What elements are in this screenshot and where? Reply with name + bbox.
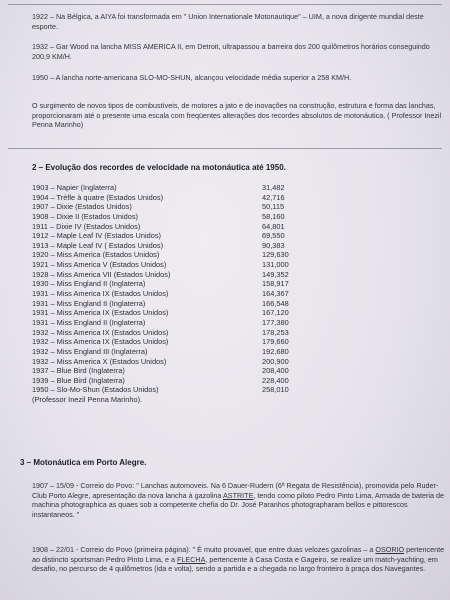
record-label: 1928 – Miss America VII (Estados Unidos) xyxy=(32,269,171,279)
record-speed: 164,367 xyxy=(262,289,289,299)
record-row xyxy=(32,299,332,309)
record-row xyxy=(32,318,332,328)
record-row xyxy=(32,250,332,260)
record-row xyxy=(32,308,332,318)
record-row xyxy=(32,202,332,212)
record-speed: 167,120 xyxy=(262,308,289,318)
record-label: 1932 – Miss America X (Estados Unidos) xyxy=(32,356,167,366)
record-label: 1932 – Miss America IX (Estados Unidos) xyxy=(32,337,169,347)
records-credit: (Professor Inezil Penna Marinho). xyxy=(32,395,143,405)
record-speed: 200,900 xyxy=(262,356,289,366)
boat-name-osorio: OSORIO xyxy=(375,545,405,554)
paragraph-1908-text-c: , pertencente à Casa Costa e Gageiro, se realize um match-yachting, em desafio, no percurso de 4 quilômetros (ida e volta), sendo a partida e a chegada no largo fronteiro à praça dos Navegantes. xyxy=(32,554,438,574)
record-speed: 58,160 xyxy=(262,211,285,221)
record-label: 1932 – Miss England III (Inglaterra) xyxy=(32,346,148,356)
record-label: 1950 – Slo-Mo-Shun (Estados Unidos) xyxy=(32,385,159,395)
record-speed: 69,550 xyxy=(262,231,285,241)
record-label: 1937 – Blue Bird (Inglaterra) xyxy=(32,366,125,376)
boat-name-astrite: ASTRITE xyxy=(223,490,254,500)
record-row xyxy=(32,193,332,203)
record-row xyxy=(32,289,332,299)
record-speed: 129,630 xyxy=(262,250,289,260)
record-row xyxy=(32,212,332,222)
record-row xyxy=(32,337,332,347)
section-3-heading: 3 – Motonáutica em Porto Alegre. xyxy=(20,458,147,467)
record-label: 1911 – Dixie IV (Estados Unidos) xyxy=(32,221,141,231)
paragraph-1908-date: 1908 – 22/01 - xyxy=(32,545,79,554)
record-row xyxy=(32,241,332,251)
intro-paragraph-summary: O surgimento de novos tipos de combustíveis, de motores a jato e de inovações na construção, estrutura e forma das lanchas, proporcionaram até o presente uma escala com freqüentes alterações dos recordes absolutos de motonáutica. ( Professor Inezil Penna Marinho) xyxy=(32,101,442,130)
boat-name-flecha: FLECHA xyxy=(177,554,206,564)
record-row xyxy=(32,279,332,289)
record-label: 1913 – Maple Leaf IV ( Estados Unidos) xyxy=(32,240,164,250)
record-row xyxy=(32,183,332,193)
section-2-heading: 2 – Evolução dos recordes de velocidade na motonáutica até 1950. xyxy=(32,163,286,172)
record-speed: 149,352 xyxy=(262,269,289,279)
section-rule xyxy=(8,148,442,149)
record-label: 1920 – Miss America (Estados Unidos) xyxy=(32,250,160,260)
record-row xyxy=(32,222,332,232)
record-row xyxy=(32,376,332,386)
record-label: 1921 – Miss America V (Estados Unidos) xyxy=(32,260,167,270)
record-row xyxy=(32,366,332,376)
record-label: 1907 – Dixie (Estados Unidos) xyxy=(32,202,132,212)
record-row xyxy=(32,385,332,395)
record-label: 1903 – Napier (Inglaterra) xyxy=(32,183,117,192)
record-label: 1931 – Miss America IX (Estados Unidos) xyxy=(32,289,169,299)
record-speed: 90,383 xyxy=(262,240,285,250)
record-speed: 177,380 xyxy=(262,317,289,327)
record-speed: 131,000 xyxy=(262,260,289,270)
paragraph-1907-text-a: Correio do Povo: " Lanchas automoveis. Na 6 Dauer-Rudern (6ª Regata de Resistência), promovida pelo Ruder-Club Porto Alegre, apresentação da nova lancha à gazolina xyxy=(32,481,439,500)
record-row xyxy=(32,328,332,338)
record-speed: 64,801 xyxy=(262,221,285,231)
record-speed: 179,660 xyxy=(262,337,289,347)
record-speed: 166,548 xyxy=(262,298,289,308)
record-speed: 178,253 xyxy=(262,327,289,337)
paragraph-1908 xyxy=(32,545,448,574)
record-speed: 50,115 xyxy=(262,202,285,212)
intro-paragraph-1922: 1922 – Na Bélgica, a AIYA foi transformada em " Union Internationale Motonautique" – UIM, a nova dirigente mundial deste esporte. xyxy=(32,12,424,31)
record-speed: 42,716 xyxy=(262,192,285,202)
record-label: 1930 – Miss England II (Inglaterra) xyxy=(32,279,146,289)
intro-paragraph-1950: 1950 – A lancha norte-americana SLO-MO-SHUN, alcançou velocidade média superior a 258 KM/H. xyxy=(32,73,352,82)
paragraph-1907-date: 1907 – 15/09 - xyxy=(32,481,79,490)
record-row xyxy=(32,231,332,241)
record-speed: 258,010 xyxy=(262,385,289,395)
record-label: 1939 – Blue Bird (Inglaterra) xyxy=(32,375,125,385)
record-label: 1932 – Miss America IX (Estados Unidos) xyxy=(32,327,169,337)
record-row xyxy=(32,357,332,367)
record-label: 1912 – Maple Leaf IV (Estados Unidos) xyxy=(32,231,162,241)
record-speed: 31,482 xyxy=(262,183,285,192)
record-speed: 208,400 xyxy=(262,366,289,376)
intro-paragraph-1932: 1932 – Gar Wood na lancha MISS AMERICA II, em Detroit, ultrapassou a barreira dos 200 quilômetros horários conseguindo 200,9 KM/H. xyxy=(32,42,430,61)
paragraph-1908-text-a: Correio do Povo (primeira página): " É muito provavel, que entre duas velozes gazolinas – a xyxy=(78,545,376,554)
paragraph-1907-text-b: , tendo como piloto Pedro Pinto Lima, Armada de bateria de machina photographica as quaes sob a competente chefia do Dr. José Paranhos photographaram bellos e pittorescos instantaneos. " xyxy=(32,490,444,519)
paragraph-1907 xyxy=(32,481,446,519)
paragraph-1908-text-b: pertencente ao distincto sportsman Pedro Pinto Lima, e a xyxy=(32,545,445,564)
record-row xyxy=(32,270,332,280)
record-row xyxy=(32,260,332,270)
top-rule xyxy=(8,4,442,5)
records-rows xyxy=(32,183,332,395)
record-label: 1931 – Miss England II (Inglaterra) xyxy=(32,317,146,327)
record-row xyxy=(32,347,332,357)
record-label: 1931 – Miss England II (Inglaterra) xyxy=(32,298,146,308)
record-speed: 158,917 xyxy=(262,279,289,289)
record-label: 1908 – Dixie II (Estados Unidos) xyxy=(32,211,138,221)
records-list xyxy=(32,183,332,405)
record-speed: 192,680 xyxy=(262,346,289,356)
record-label: 1931 – Miss America IX (Estados Unidos) xyxy=(32,308,169,318)
record-speed: 228,400 xyxy=(262,375,289,385)
record-label: 1904 – Trèfle à quatre (Estados Unidos) xyxy=(32,192,164,202)
